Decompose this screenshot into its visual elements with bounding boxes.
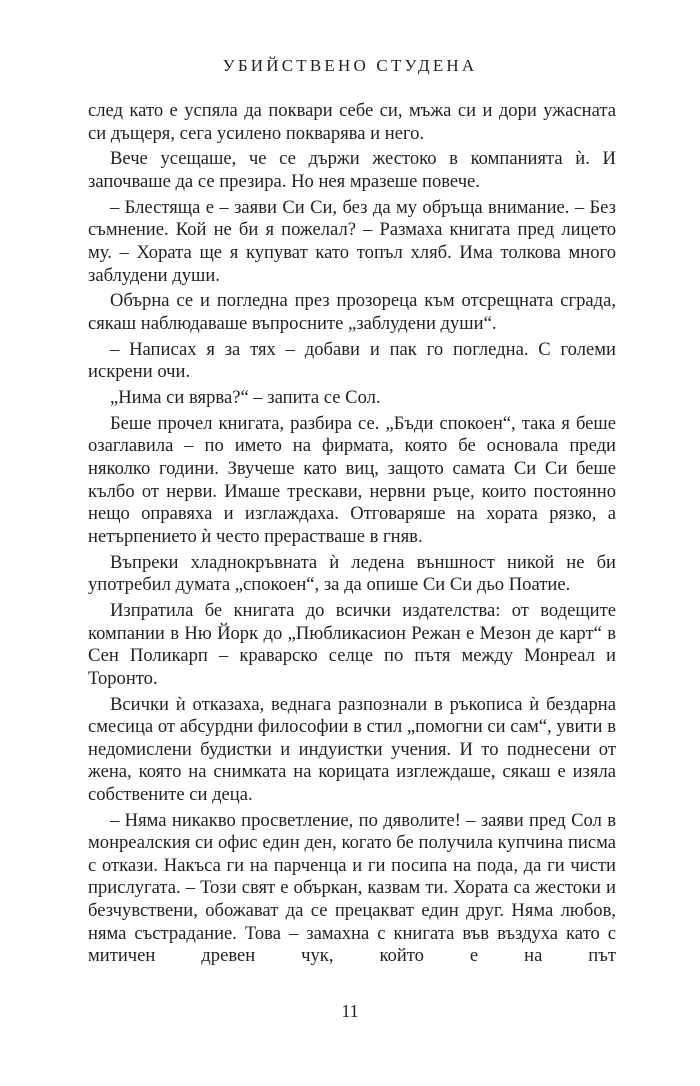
paragraph: Беше прочел книгата, разбира се. „Бъди спокоен“, така я беше озаглавила – по името на фирмата, която бе основала преди няколко години. Звучеше като виц, защото самата Си Си беше кълбо от нерви. Имаше трескави, нервни ръце, които постоянно нещо оправяха и изглаждаха. Отговаряше на хората рязко, а нетърпението ѝ често прерастваше в гняв.: [88, 412, 616, 547]
paragraph: – Написах я за тях – добави и пак го погледна. С големи искрени очи.: [88, 338, 616, 383]
running-head: УБИЙСТВЕНО СТУДЕНА: [222, 56, 478, 75]
paragraph: Изпратила бе книгата до всички издателства: от водещите компании в Ню Йорк до „Пюбликасион Режан е Мезон де карт“ в Сен Поликарп – краварско селце по пътя между Монреал и Торонто.: [88, 599, 616, 689]
paragraph: – Блестяща е – заяви Си Си, без да му обръща внимание. – Без съмнение. Кой не би я пожелал? – Размаха книгата пред лицето му. – Хората ще я купуват като топъл хляб. Има толкова много заблудени души.: [88, 196, 616, 286]
paragraph: „Нима си вярва?“ – запита се Сол.: [110, 387, 381, 409]
body-text: [88, 100, 616, 968]
paragraph: Въпреки хладнокръвната ѝ ледена външност никой не би употребил думата „спокоен“, за да опише Си Си дьо Поатие.: [88, 551, 616, 596]
paragraph: след като е успяла да поквари себе си, мъжа си и дори ужасната си дъщеря, сега усилено покварява и него.: [88, 100, 616, 144]
page-number: 11: [341, 1001, 359, 1021]
paragraph: Всички ѝ отказаха, веднага разпознали в ръкописа ѝ бездарна смесица от абсурдни философии в стил „помогни си сам“, увити в недомислени будистки и индуистки учения. И то поднесени от жена, която на снимката на корицата изглеждаше, сякаш е изяла собствените си деца.: [88, 693, 616, 805]
paragraph: Вече усещаше, че се държи жестоко в компанията ѝ. И започваше да се презира. Но нея мразеше повече.: [88, 148, 616, 192]
paragraph: – Няма никакво просветление, по дяволите! – заяви пред Сол в монреалския си офис един ден, когато бе получила купчина писма с откази. Накъса ги на парченца и ги посипа на пода, да ги чисти прислугата. – Този свят е объркан, казвам ти. Хората са жестоки и безчувствени, обожават да се прецакват един друг. Няма любов, няма състрадание. Това – замахна с книгата във въздуха като с митичен древен чук, който е на път: [88, 809, 616, 967]
paragraph: Обърна се и погледна през прозореца към отсрещната сграда, сякаш наблюдаваше въпросните „заблудени души“.: [88, 290, 616, 334]
